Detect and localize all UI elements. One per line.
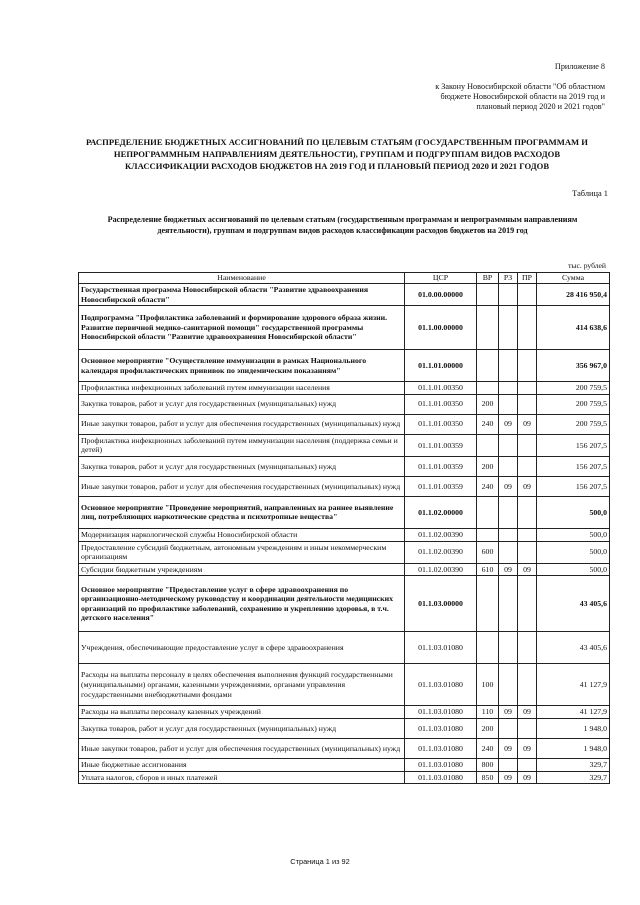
- column-header-csr: ЦСР: [405, 273, 477, 284]
- cell-rz: [499, 718, 518, 738]
- cell-pr: [518, 456, 537, 476]
- cell-name: Основное мероприятие "Проведение мероприятий, направленных на раннее выявление лиц, потребляющих наркотические средства и психотропные вещества": [79, 496, 405, 528]
- cell-vr: 610: [477, 563, 499, 576]
- table-row: [79, 382, 610, 395]
- cell-pr: 09: [518, 563, 537, 576]
- cell-sum: 200 759,5: [537, 414, 610, 434]
- table-row: [79, 350, 610, 382]
- cell-csr: 01.1.03.01080: [405, 758, 477, 771]
- cell-rz: [499, 306, 518, 350]
- cell-rz: [499, 434, 518, 456]
- cell-csr: 01.1.00.00000: [405, 306, 477, 350]
- cell-sum: 329,7: [537, 758, 610, 771]
- cell-pr: [518, 758, 537, 771]
- cell-name: Иные бюджетные ассигнования: [79, 758, 405, 771]
- cell-rz: 09: [499, 771, 518, 784]
- cell-rz: [499, 664, 518, 706]
- cell-vr: [477, 576, 499, 632]
- table-row: [79, 456, 610, 476]
- appendix-line: бюджете Новосибирской области на 2019 год и: [440, 92, 605, 101]
- cell-sum: 500,0: [537, 541, 610, 563]
- cell-rz: [499, 541, 518, 563]
- cell-rz: [499, 758, 518, 771]
- cell-vr: 200: [477, 394, 499, 414]
- cell-rz: [499, 284, 518, 306]
- cell-sum: 43 405,6: [537, 632, 610, 664]
- cell-name: Субсидии бюджетным учреждениям: [79, 563, 405, 576]
- cell-name: Государственная программа Новосибирской области "Развитие здравоохранения Новосибирской области": [79, 284, 405, 306]
- cell-vr: [477, 350, 499, 382]
- cell-vr: [477, 632, 499, 664]
- appendix-number: Приложение 8: [554, 62, 605, 71]
- table-row: [79, 738, 610, 758]
- cell-sum: 500,0: [537, 528, 610, 541]
- cell-rz: 09: [499, 476, 518, 496]
- cell-name: Расходы на выплаты персоналу казенных учреждений: [79, 706, 405, 719]
- cell-csr: 01.1.03.01080: [405, 632, 477, 664]
- cell-sum: 414 638,6: [537, 306, 610, 350]
- cell-name: Основное мероприятие "Осуществление иммунизации в рамках Национального календаря профилактических прививок по эпидемическим показаниям": [79, 350, 405, 382]
- cell-pr: 09: [518, 414, 537, 434]
- cell-vr: 800: [477, 758, 499, 771]
- table-row: [79, 476, 610, 496]
- cell-pr: [518, 496, 537, 528]
- cell-rz: 09: [499, 563, 518, 576]
- table-body: [79, 284, 610, 784]
- cell-csr: 01.1.03.00000: [405, 576, 477, 632]
- cell-sum: 1 948,0: [537, 718, 610, 738]
- cell-name: Учреждения, обеспечивающие предоставление услуг в сфере здравоохранения: [79, 632, 405, 664]
- cell-rz: 09: [499, 414, 518, 434]
- appendix-lines: [435, 82, 605, 112]
- document-title: РАСПРЕДЕЛЕНИЕ БЮДЖЕТНЫХ АССИГНОВАНИЙ ПО ЦЕЛЕВЫМ СТАТЬЯМ (ГОСУДАРСТВЕННЫМ ПРОГРАММАМ И НЕПРОГРАММНЫМ НАПРАВЛЕНИЯМ ДЕЯТЕЛЬНОСТИ), ГРУППАМ И ПОДГРУППАМ ВИДОВ РАСХОДОВ КЛАССИФИКАЦИИ РАСХОДОВ БЮДЖЕТОВ НА 2019 ГОД И ПЛАНОВЫЙ ПЕРИОД 2020 И 2021 ГОДОВ: [86, 137, 588, 171]
- cell-name: Профилактика инфекционных заболеваний путем иммунизации населения: [79, 382, 405, 395]
- cell-pr: [518, 528, 537, 541]
- cell-vr: [477, 528, 499, 541]
- column-header-name: Наименование: [79, 273, 405, 284]
- cell-pr: [518, 284, 537, 306]
- cell-pr: 09: [518, 706, 537, 719]
- column-header-sum: Сумма: [537, 273, 610, 284]
- cell-rz: [499, 394, 518, 414]
- cell-name: Закупка товаров, работ и услуг для государственных (муниципальных) нужд: [79, 394, 405, 414]
- table-row: [79, 758, 610, 771]
- cell-sum: 329,7: [537, 771, 610, 784]
- cell-vr: 110: [477, 706, 499, 719]
- cell-csr: 01.1.01.00359: [405, 456, 477, 476]
- cell-vr: [477, 434, 499, 456]
- cell-sum: 500,0: [537, 563, 610, 576]
- cell-sum: 156 207,5: [537, 476, 610, 496]
- table-row: [79, 664, 610, 706]
- cell-name: Предоставление субсидий бюджетным, автономным учреждениям и иным некоммерческим организациям: [79, 541, 405, 563]
- cell-name: Расходы на выплаты персоналу в целях обеспечения выполнения функций государственными (муниципальными) органами, казенными учреждениями, органами управления государственными внебюджетными фондами: [79, 664, 405, 706]
- budget-table: [78, 272, 610, 784]
- table-row: [79, 414, 610, 434]
- cell-sum: 1 948,0: [537, 738, 610, 758]
- cell-rz: [499, 528, 518, 541]
- cell-rz: [499, 456, 518, 476]
- table-row: [79, 284, 610, 306]
- table-row: [79, 632, 610, 664]
- table-row: [79, 528, 610, 541]
- cell-sum: 41 127,9: [537, 706, 610, 719]
- cell-sum: 156 207,5: [537, 434, 610, 456]
- cell-pr: [518, 306, 537, 350]
- table-row: [79, 771, 610, 784]
- cell-csr: 01.0.00.00000: [405, 284, 477, 306]
- cell-csr: 01.1.02.00390: [405, 528, 477, 541]
- cell-name: Закупка товаров, работ и услуг для государственных (муниципальных) нужд: [79, 718, 405, 738]
- cell-vr: 240: [477, 476, 499, 496]
- table-row: [79, 563, 610, 576]
- cell-pr: 09: [518, 771, 537, 784]
- cell-csr: 01.1.03.01080: [405, 738, 477, 758]
- cell-sum: 156 207,5: [537, 456, 610, 476]
- cell-rz: [499, 576, 518, 632]
- cell-pr: [518, 434, 537, 456]
- cell-name: Основное мероприятие "Предоставление услуг в сфере здравоохранения по организационно-методическому руководству и координации деятельности медицинских организаций по профилактике заболеваний, сохранению и укреплению здоровья, в т.ч. детского населения": [79, 576, 405, 632]
- column-header-rz: РЗ: [499, 273, 518, 284]
- column-header-vr: ВР: [477, 273, 499, 284]
- cell-vr: [477, 306, 499, 350]
- cell-csr: 01.1.03.01080: [405, 706, 477, 719]
- cell-rz: [499, 496, 518, 528]
- cell-pr: [518, 718, 537, 738]
- cell-csr: 01.1.01.00350: [405, 414, 477, 434]
- appendix-line: к Закону Новосибирской области "Об областном: [435, 82, 605, 91]
- cell-pr: [518, 382, 537, 395]
- cell-pr: [518, 576, 537, 632]
- cell-csr: 01.1.03.01080: [405, 771, 477, 784]
- cell-csr: 01.1.01.00350: [405, 382, 477, 395]
- table-row: [79, 706, 610, 719]
- cell-rz: [499, 382, 518, 395]
- cell-vr: 240: [477, 738, 499, 758]
- cell-pr: [518, 350, 537, 382]
- cell-vr: 600: [477, 541, 499, 563]
- cell-csr: 01.1.03.01080: [405, 664, 477, 706]
- cell-sum: 41 127,9: [537, 664, 610, 706]
- cell-csr: 01.1.02.00390: [405, 563, 477, 576]
- cell-sum: 500,0: [537, 496, 610, 528]
- cell-csr: 01.1.01.00359: [405, 476, 477, 496]
- cell-sum: 200 759,5: [537, 394, 610, 414]
- cell-vr: 200: [477, 456, 499, 476]
- table-row: [79, 394, 610, 414]
- cell-name: Подпрограмма "Профилактика заболеваний и формирование здорового образа жизни. Развитие первичной медико-санитарной помощи" государственной программы Новосибирской области "Развитие здравоохранения Новосибирской области": [79, 306, 405, 350]
- table-row: [79, 576, 610, 632]
- cell-vr: [477, 284, 499, 306]
- cell-name: Иные закупки товаров, работ и услуг для обеспечения государственных (муниципальных) нужд: [79, 414, 405, 434]
- cell-rz: 09: [499, 738, 518, 758]
- unit-label: тыс. рублей: [568, 261, 606, 270]
- cell-vr: 200: [477, 718, 499, 738]
- cell-pr: [518, 664, 537, 706]
- cell-pr: [518, 394, 537, 414]
- cell-csr: 01.1.02.00000: [405, 496, 477, 528]
- cell-name: Профилактика инфекционных заболеваний путем иммунизации населения (поддержка семьи и детей): [79, 434, 405, 456]
- cell-pr: [518, 541, 537, 563]
- cell-vr: [477, 496, 499, 528]
- cell-pr: 09: [518, 738, 537, 758]
- cell-name: Иные закупки товаров, работ и услуг для обеспечения государственных (муниципальных) нужд: [79, 476, 405, 496]
- cell-rz: 09: [499, 706, 518, 719]
- cell-vr: 240: [477, 414, 499, 434]
- cell-vr: [477, 382, 499, 395]
- cell-name: Иные закупки товаров, работ и услуг для обеспечения государственных (муниципальных) нужд: [79, 738, 405, 758]
- cell-sum: 43 405,6: [537, 576, 610, 632]
- table-row: [79, 306, 610, 350]
- table-header-row: [79, 273, 610, 284]
- cell-sum: 200 759,5: [537, 382, 610, 395]
- cell-csr: 01.1.01.00359: [405, 434, 477, 456]
- cell-csr: 01.1.01.00000: [405, 350, 477, 382]
- table-subtitle: Распределение бюджетных ассигнований по целевым статьям (государственным программам и непрограммным направлениям деятельности), группам и подгруппам видов расходов классификации расходов бюджетов на 2019 год: [107, 215, 578, 235]
- table-row: [79, 718, 610, 738]
- cell-pr: 09: [518, 476, 537, 496]
- page-footer: Страница 1 из 92: [290, 857, 350, 866]
- table-row: [79, 541, 610, 563]
- cell-name: Уплата налогов, сборов и иных платежей: [79, 771, 405, 784]
- cell-pr: [518, 632, 537, 664]
- cell-sum: 356 967,0: [537, 350, 610, 382]
- cell-csr: 01.1.02.00390: [405, 541, 477, 563]
- cell-csr: 01.1.03.01080: [405, 718, 477, 738]
- cell-sum: 28 416 950,4: [537, 284, 610, 306]
- table-label: Таблица 1: [572, 189, 608, 198]
- cell-rz: [499, 350, 518, 382]
- cell-vr: 100: [477, 664, 499, 706]
- cell-vr: 850: [477, 771, 499, 784]
- cell-csr: 01.1.01.00350: [405, 394, 477, 414]
- table-row: [79, 496, 610, 528]
- column-header-pr: ПР: [518, 273, 537, 284]
- cell-name: Закупка товаров, работ и услуг для государственных (муниципальных) нужд: [79, 456, 405, 476]
- cell-rz: [499, 632, 518, 664]
- cell-name: Модернизация наркологической службы Новосибирской области: [79, 528, 405, 541]
- appendix-line: плановый период 2020 и 2021 годов": [476, 102, 605, 111]
- table-row: [79, 434, 610, 456]
